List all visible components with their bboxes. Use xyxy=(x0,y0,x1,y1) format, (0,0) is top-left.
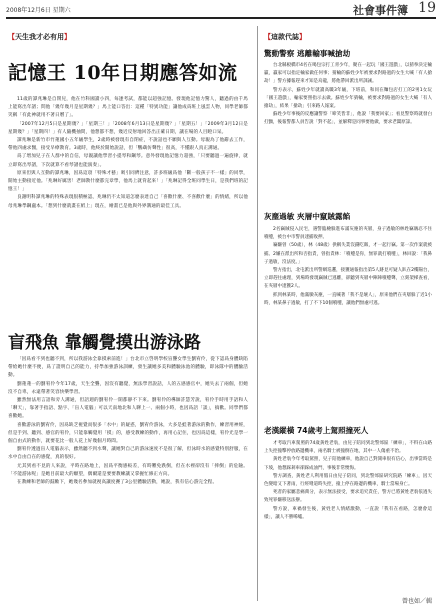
story-paragraph: 警方說，車禍發生後，黃姓老人情緒激動，一直說「我有在看路，怎麼會這樣」，讓人不勝唏噓。 xyxy=(264,506,432,520)
article-paragraph: 劉宥伶透過盲人電腦表示，雖然聽不到水聲，讓她對自己的游泳速度不是很了解，但泳時水的感覺特別舒服，在水中自由自在的感覺，真的很好。 xyxy=(8,447,248,461)
story-paragraph: 抓到林某時，他滿臉灰塵，一直喊著「我不是壞人」，原來他們在夾層躲了近1小時，林某鼻子過敏，打了不下10個噴嚏，讓他們無處可逃。 xyxy=(264,292,432,306)
tag-text: 天生我才必有用 xyxy=(15,33,64,41)
story-paragraph: 才考取汽車駕照的74歲黃姓老翁，由兒子陪同到北警郊區「練車」，不料在山路上失控撞擊停放路邊機車，兩名騎士被撞倒在地，其中一人傷重不治。 xyxy=(264,441,432,455)
right-tag xyxy=(264,32,306,42)
story-paragraph: 台北縣板橋市4名在喝包宗打工青少年，聚在一起玩「國王遊戲」，以猜拳決定輸贏，贏家可以指定輸家做任何事；猜輸的蘇姓少年被要求對路過的女生大喊「有人搶劫！」警方據報趕來才知是烏龍，將他帶回派出所訓誡。 xyxy=(264,63,432,85)
article-paragraph: 雖然無法用言語和旁人溝通，但語週的劉宥伶一開都靜不下來。劉宥伶的導師許慧芳說，宥伶手時用手語和人「聊天」，靠著手指語、點字、「盲人電腦」可以天南地北和人聊上一、兩個小時，也因爲語「談」，搞歡。同學們都喜歡她。 xyxy=(8,398,248,420)
story-paragraph: 警方表示，蘇姓少年就讀高職3年級，下班前，和同在麵包店打工的2男1女玩「國王遊戲」，輸家要照指示去做。蘇姓少年猜輸，被要求對路過的女生大喊「有人搶劫」，結果「搶劫」引來路人報案。 xyxy=(264,87,432,110)
tag-bracket-open: 【 xyxy=(8,33,15,41)
story-robbery-prank xyxy=(264,62,432,128)
story-paragraph: 2名竊賊侵入民宅，遇警臨檢躲進布滿灰塵的夾層，身子過敏的林姓竊賊忍不住噴嚏，被台中市警員逮捕收押。 xyxy=(264,227,432,241)
tag-text: 這款代誌 xyxy=(271,33,299,41)
story-paragraph: 竊嫌曾（50歲），林（48歲）供稱失業沒錢吃飯，才一起行竊。第一次作案就被捕。2嫌在派出所和否指責，曾指責林：「噴嚏是你，無罪就打噴嚏」，林回說：「我鼻子過敏，沒法度。」 xyxy=(264,243,432,265)
headline-memory-king: 記憶王 10年日期應答如流 xyxy=(8,62,238,84)
headline-blind-swimmer: 盲飛魚 靠觸覺摸出游泳路 xyxy=(8,333,201,353)
section-title: 社會事件簿 xyxy=(353,4,408,17)
tag-bracket-close: 】 xyxy=(64,33,71,41)
page-number: 19 xyxy=(418,0,436,16)
column-divider xyxy=(257,26,258,601)
left-tag xyxy=(8,32,71,42)
story-paragraph: 警方指出，北屯派出所警網巡邏，接獲通報指出第5人跡見可疑人趴在2樓陽台，立即趕往處理，到場時發現竊賊已逃離，卻聽到夾層中陣陣噴嚏聲，立刻架梯查看，在夾層中逮獲2人。 xyxy=(264,268,432,290)
article-paragraph: 譚兆琳是新竹市竹蓮國小五年級學生，2歲時被發現有自閉症，不說話也不願與人互動。母親為了他辭去工作，帶他四處求醫，接受早療教育。3歲時，他終於開始說話，但「鸚鵡仿聲性」很高，不懂跟人真正溝通。 xyxy=(8,138,248,152)
article-paragraph: 原來但與人互動的譚兆琳，因爲這項「特殊才藝」吸引同儕注意，許多班級爲他「斷一般孩子不一樣」的同學，開始主動接近他。「兆琳好厲害！老師教什麼都完章學，他馬上就背起來！」「兆琳記得全班同學生日，是我們班的記憶王！」 xyxy=(8,170,248,193)
story-paragraph: 死者的家屬悲痛萬分，表示無法接受，要求追究責任，警方已將黃姓老翁依過失致死罪嫌移送法辦。 xyxy=(264,490,432,504)
article-paragraph: 11歲的譚兆琳是自閉兒，他在竹科國讀小四，每逢考試，都能以超強記憶。發現他記憶力驚人，聽過的由千馬上能寫出年譜；問他「幾年幾月是星期幾？」馬上能口答出：這種「特異功能」讓他成爲班上風雲人物，同學老師都笑稱「有此神就用不著日曆了」。 xyxy=(8,97,248,119)
article-memory-king xyxy=(8,96,248,211)
article-paragraph: 「2007年12月5日是星期幾？」「星期三！」「2008年6月13日是星期幾？」「星期五！」「2009年3月12日是星期幾？」「星期四！」有人隨機抽問，他想都不想，幾近反射地回答出正確日期，讓在場的人目瞪口呆。 xyxy=(8,121,248,135)
story-title-elderly-driver: 老漢縱橫 74歲考上駕照撞死人 xyxy=(264,426,369,435)
article-paragraph: 劉蓮蓮一的劉宥伶今年17歲，天生全聾，因沒有聽覺，無法學習說話，人的五感感官中，她失去了兩個，但她沒不自卑，永遠帶著笑容快樂學習。 xyxy=(8,381,248,395)
tag-bracket-open: 【 xyxy=(264,33,271,41)
article-paragraph: 在教練和老師的鼓勵下，她幾名參加就視高讓度賽了3公里體驗活動，她說，我有信心游完全程。 xyxy=(17,480,218,486)
story-elderly-driver xyxy=(264,440,432,522)
story-paragraph: 蘇姓少年事後的反應讓警察「啼笑皆非」，他說「我要回家」；看見警察時就發白打顫，後報警都人員告說「對不起」，並解釋是同事要他做，要求老闆原諒。 xyxy=(264,112,432,126)
article-paragraph: 「因爲看不到也聽不到，所以我游泳全靠摸索前進！」台北市立啓明學校盲聾女學生劉宥伶，從下認爲身體缺陷帶給她什麼不便，爲了證明自己的能力，持學加強游泳訓練，發生讓她多美和體驗泳池的體驗，即泳隊中的體驗活動。 xyxy=(8,357,248,379)
tag-bracket-close: 】 xyxy=(299,33,306,41)
page-header xyxy=(6,0,436,17)
article-paragraph: 喜歡游泳的劉宥伶，因爲缺乏視覺而很多「水中」的疑惑，劉宥伶游泳，大多是蛙著游泳的動作，練習用神經，但是手到、聽到、感官的宥伶，只能靠觸覺用「摸」的，感受教練的動作，再用心記住，也因爲這樣，宥伶光是學一個自由式的動作，就要花比一般人花上好幾個月時間。 xyxy=(8,422,248,445)
article-blind-swimmer xyxy=(8,356,248,487)
article-paragraph: 尤其到看不見的人來說，平時在路地上，因爲平衡感較差，有時難免跌倒，但在水裡卻沒有「摔倒」的危險。「不能游泳呢」是她目前最大的願望，偶爾還是要要教練讓又掌握忙修正方向。 xyxy=(8,463,248,477)
header-rule xyxy=(6,17,436,19)
story-title-robbery-prank: 驚動警察 逃離輸事喊搶劫 xyxy=(264,49,351,58)
issue-date: 2008年12月6日 星期六 xyxy=(6,7,71,14)
story-title-dust-allergy: 灰塵過敏 夾層中竄賊露餡 xyxy=(264,212,351,221)
story-paragraph: 警方調查，黃姓老人利用假日由兒子陪同，到北警郊區研究院路「練車」，因天色變暗又下著雨，行經彎道時失控，撞上停在路邊的機車，騎士當場身亡。 xyxy=(264,473,432,488)
story-paragraph: 黃姓老翁今年考取駕照，兒子陪他練車，他說自己對開車很有信心，出事當時是下坡，他想踩剎車卻踩成油門，事後非常懊悔。 xyxy=(264,457,432,471)
article-paragraph: 良謝明科譚兆琳的特殊表現很積極認，兆琳仍不太知道怎麼表達自己「喜歡什麼、不喜歡什麼」的情緒，所以他母兆琳學鋼盧本。「想到什麼就畫在紙上」現在，繪畫已是他與外界溝通的最佳工具。 xyxy=(8,195,248,209)
story-dust-allergy xyxy=(264,226,432,308)
editor-byline: 曾也如／輯 xyxy=(401,598,432,605)
article-paragraph: 爲了增加兒子在人群中的自信，母親讓他學習小提琴和鋼琴。意外發現他記憶力超強，「只要聽過一遍旋律，就立即寫出琴譜，下次就算不看琴譜也能演奏」。 xyxy=(8,154,248,168)
